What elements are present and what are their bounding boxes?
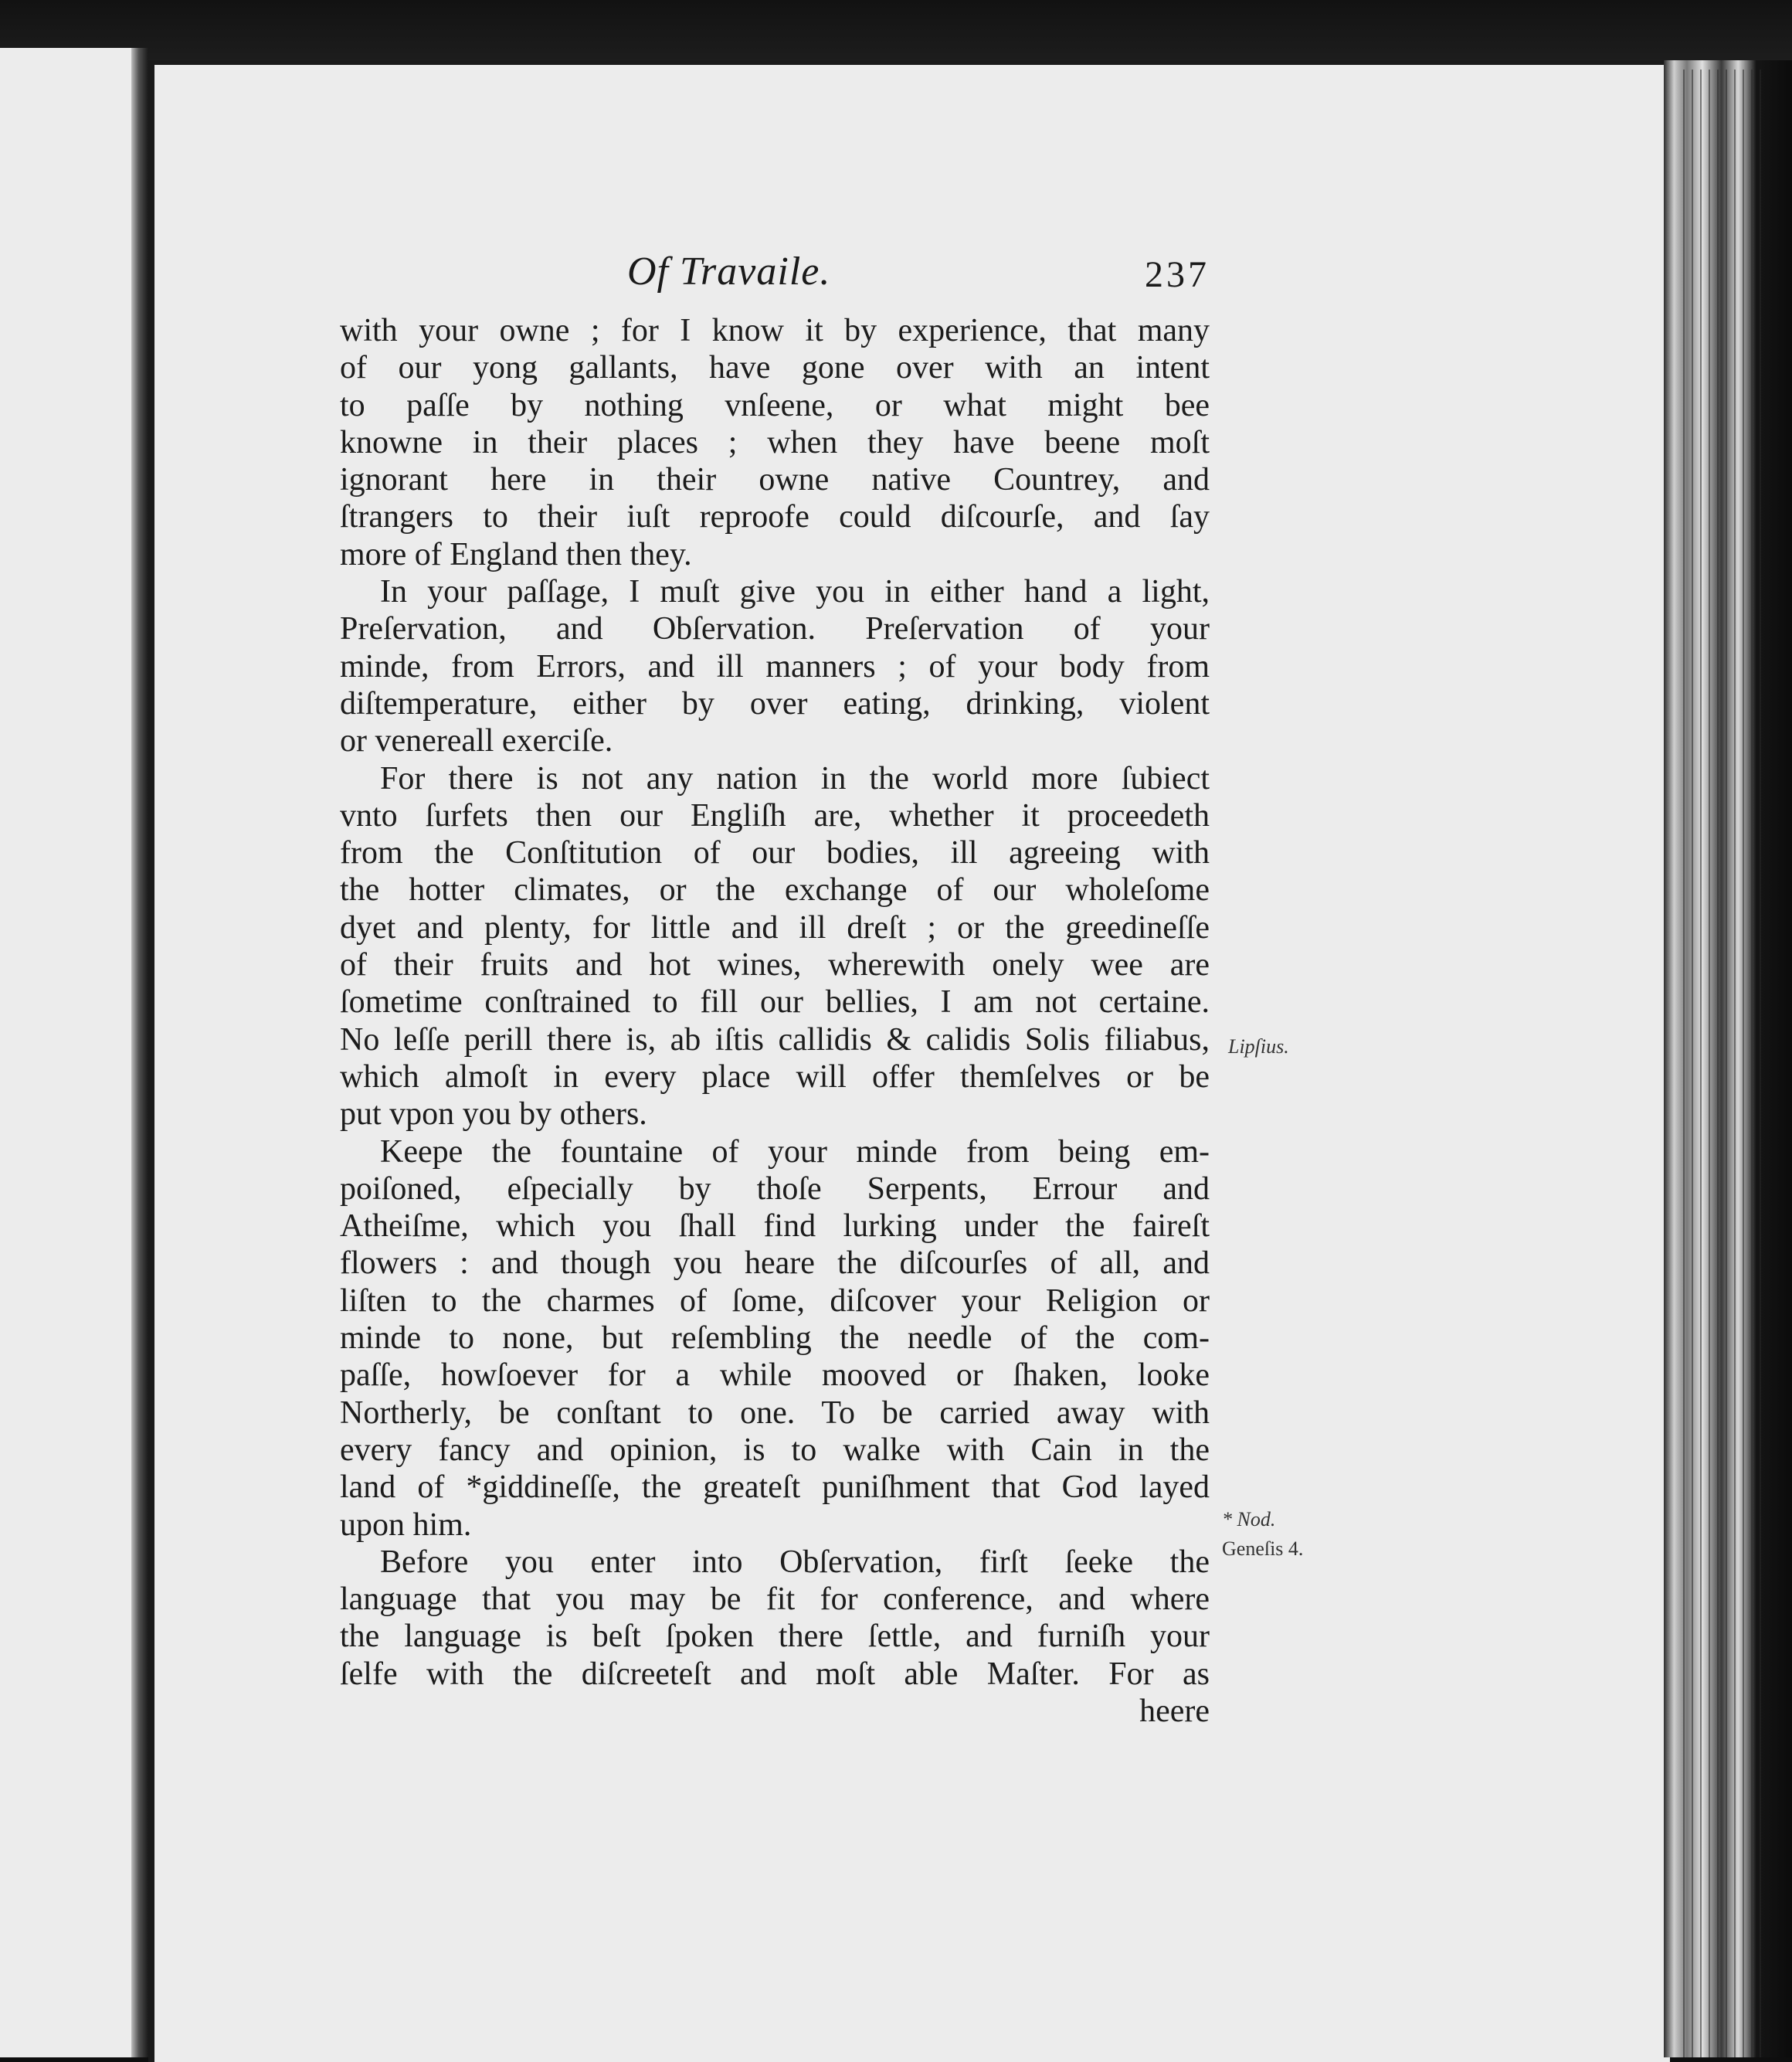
margin-note-nod: * Nod. [1222, 1508, 1276, 1530]
text-line: minde, from Errors, and ill manners ; of your body from [340, 648, 1210, 685]
text-line: every fancy and opinion, is to walke with Cain in the [340, 1432, 1210, 1468]
text-line: or venereall exerciſe. [340, 723, 613, 759]
catchword: heere [1139, 1693, 1210, 1729]
page-body-text [340, 312, 1210, 1730]
text-line: For there is not any nation in the world more ſubiect [380, 760, 1210, 797]
text-line: paſſe, howſoever for a while mooved or ſhaken, looke [340, 1357, 1210, 1394]
margin-note-lipsius: Lipſius. [1228, 1035, 1289, 1058]
text-line: to paſſe by nothing vnſeene, or what might bee [340, 387, 1210, 423]
page-number: 237 [1145, 254, 1210, 295]
text-line: Northerly, be conſtant to one. To be carried away with [340, 1394, 1210, 1431]
text-line: poiſoned, eſpecially by thoſe Serpents, Errour and [340, 1170, 1210, 1207]
text-line: knowne in their places ; when they have beene moſt [340, 424, 1210, 460]
text-line: land of *giddineſſe, the greateſt puniſhment that God layed [340, 1469, 1210, 1506]
text-line: flowers : and though you heare the diſcourſes of all, and [340, 1245, 1210, 1282]
page-header [340, 249, 1210, 311]
text-line: Preſervation, and Obſervation. Preſervation of your [340, 611, 1210, 647]
scanner-frame-top [0, 0, 1792, 62]
text-line: the hotter climates, or the exchange of our wholeſome [340, 872, 1210, 909]
text-line: Before you enter into Obſervation, firſt ſeeke the [380, 1544, 1210, 1580]
text-line: from the Conſtitution of our bodies, ill agreeing with [340, 835, 1210, 871]
text-line: ſelfe with the diſcreeteſt and moſt able Maſter. For as [340, 1656, 1210, 1692]
running-title: Of Travaile. [627, 250, 831, 294]
text-line: dyet and plenty, for little and ill dreſt ; or the greedineſſe [340, 909, 1210, 946]
text-line: with your owne ; for I know it by experience, that many [340, 313, 1210, 348]
margin-note-genesis: Geneſis 4. [1222, 1537, 1304, 1560]
book-gutter [131, 48, 148, 2057]
text-line: Atheiſme, which you ſhall find lurking under the faireſt [340, 1208, 1210, 1245]
text-line: upon him. [340, 1507, 472, 1543]
text-line: ſometime conſtrained to fill our bellies, I am not certaine. [340, 984, 1210, 1021]
text-line: vnto ſurfets then our Engliſh are, whether it proceedeth [340, 797, 1210, 834]
text-line: liſten to the charmes of ſome, diſcover your Religion or [340, 1282, 1210, 1319]
text-line: more of England then they. [340, 536, 692, 572]
text-line: ignorant here in their owne native Countrey, and [340, 462, 1210, 498]
text-line: In your paſſage, I muſt give you in either hand a light, [380, 574, 1210, 610]
text-line: ſtrangers to their iuſt reproofe could diſcourſe, and ſay [340, 499, 1210, 535]
text-line: Keepe the fountaine of your minde from being em- [380, 1133, 1210, 1170]
text-line: which almoſt in every place will offer themſelves or be [340, 1058, 1210, 1095]
text-line: the language is beſt ſpoken there ſettle, and furniſh your [340, 1619, 1210, 1655]
text-line: diſtemperature, either by over eating, drinking, violent [340, 685, 1210, 722]
text-line: minde to none, but reſembling the needle of the com- [340, 1320, 1210, 1357]
text-line: put vpon you by others. [340, 1096, 647, 1133]
text-line: No leſſe perill there is, ab iſtis callidis & calidis Solis filiabus, [340, 1021, 1210, 1058]
text-line: language that you may be fit for conference, and where [340, 1581, 1210, 1618]
text-line: of their fruits and hot wines, wherewith onely wee are [340, 947, 1210, 983]
page-stack-lines [1676, 70, 1761, 2057]
facing-page-edge [0, 48, 141, 2057]
text-line: of our yong gallants, have gone over with an intent [340, 350, 1210, 386]
